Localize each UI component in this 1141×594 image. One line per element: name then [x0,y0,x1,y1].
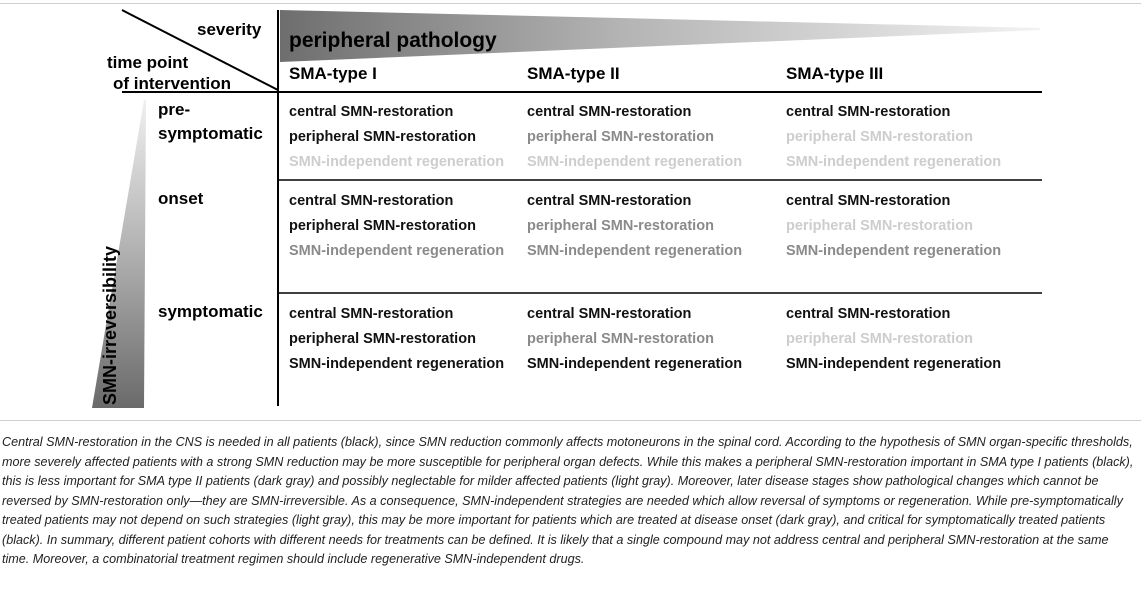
strategy-entry: SMN-independent regeneration [786,356,1002,372]
strategy-entry: central SMN-restoration [527,306,692,322]
severity-label: severity [197,20,262,39]
caption-rule [0,420,1141,421]
strategy-entry: SMN-independent regeneration [289,356,505,372]
strategy-entry: peripheral SMN-restoration [786,129,973,145]
strategy-entry: SMN-independent regeneration [289,154,505,170]
row-label-line: pre- [158,100,191,119]
strategy-entry: SMN-independent regeneration [289,243,505,259]
strategy-entry: central SMN-restoration [289,193,454,209]
figure-caption: Central SMN-restoration in the CNS is needed in all patients (black), since SMN reduction commonly affects motoneurons in the spinal cord. According to the hypothesis of SMN organ-specific thresholds, more severely affected patients with a strong SMN reduction may be more susceptible for peripheral organ defects. While this makes a peripheral SMN-restoration important in SMA type I patients (black), this is less important for SMA type II patients (dark gray) and possibly neglectable for milder affected patients (light gray). Moreover, later disease stages show pathological changes which cannot be reversed by SMN-restoration only—they are SMN-irreversible. As a consequence, SMN-independent strategies are needed which allow reversal of symptoms or regeneration. While pre-symptomatically treated patients may not depend on such strategies (light gray), this may be more important for patients which are treated at disease onset (dark gray), and critical for symptomatically treated patients (black). In summary, different patient cohorts with different needs for treatments can be defined. It is likely that a single compound may not address central and peripheral SMN-restoration at the same time. Moreover, a combinatorial treatment regimen should include regenerative SMN-independent drugs. [2,435,1134,566]
row-label [158,98,263,146]
column-header: SMA-type II [527,64,620,83]
row-label-line: onset [158,189,204,208]
column-header: SMA-type III [786,64,884,83]
irreversibility-label: SMN-irreversibility [100,245,120,405]
column-header: SMA-type I [289,64,377,83]
strategy-entry: peripheral SMN-restoration [527,218,714,234]
strategy-entry: central SMN-restoration [289,306,454,322]
strategy-entry: peripheral SMN-restoration [289,129,476,145]
strategy-entry: SMN-independent regeneration [786,243,1002,259]
row-label-line: symptomatic [158,124,263,143]
row-label [158,187,203,211]
strategy-entry: peripheral SMN-restoration [786,218,973,234]
strategy-entry: peripheral SMN-restoration [527,129,714,145]
row-label [158,300,263,324]
strategy-entry: SMN-independent regeneration [527,243,743,259]
strategy-entry: central SMN-restoration [786,104,951,120]
strategy-entry: central SMN-restoration [786,193,951,209]
strategy-entry: SMN-independent regeneration [786,154,1002,170]
strategy-entry: central SMN-restoration [527,104,692,120]
time-point-label-line1: time point [107,53,189,72]
peripheral-pathology-label: peripheral pathology [289,29,497,52]
strategy-entry: central SMN-restoration [289,104,454,120]
strategy-entry: central SMN-restoration [786,306,951,322]
strategy-entry: SMN-independent regeneration [527,154,743,170]
strategy-entry: peripheral SMN-restoration [289,218,476,234]
strategy-entry: central SMN-restoration [527,193,692,209]
strategy-entry: peripheral SMN-restoration [289,331,476,347]
time-point-label-line2: of intervention [113,74,232,93]
strategy-entry: peripheral SMN-restoration [786,331,973,347]
strategy-entry: peripheral SMN-restoration [527,331,714,347]
row-label-line: symptomatic [158,302,263,321]
strategy-entry: SMN-independent regeneration [527,356,743,372]
